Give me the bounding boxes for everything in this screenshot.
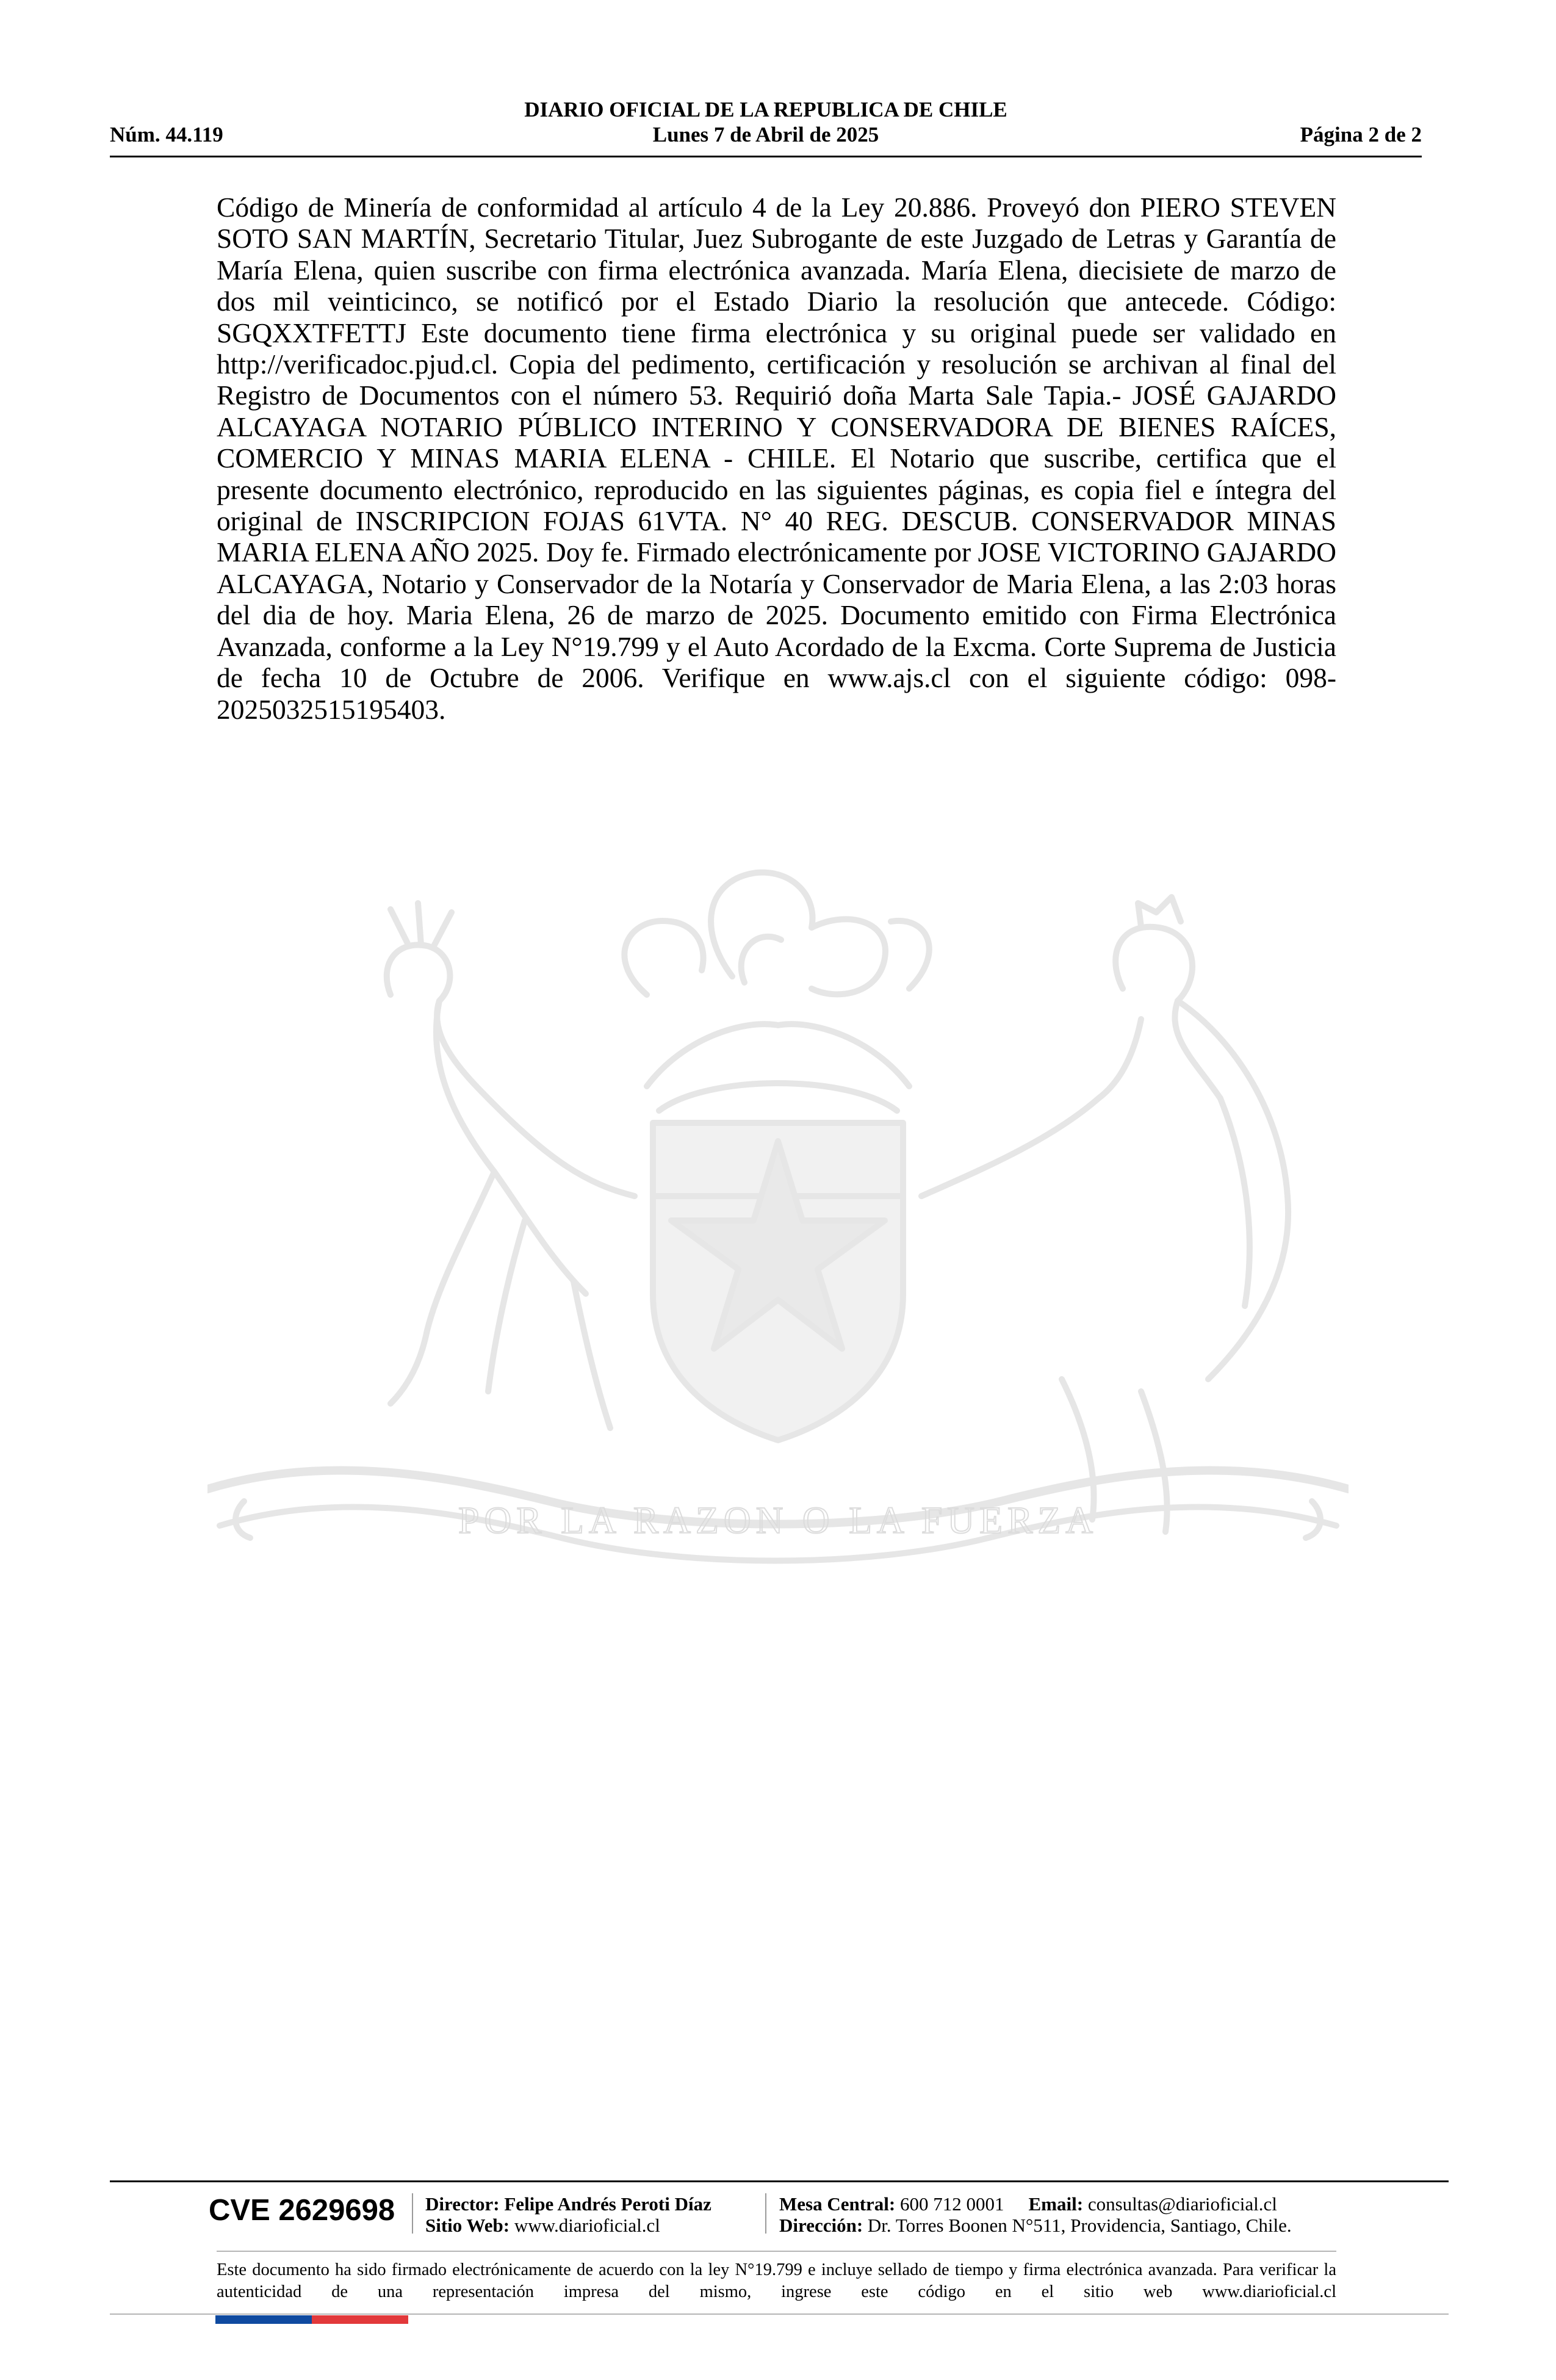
footer-divider-middle — [217, 2251, 1336, 2252]
coat-of-arms-watermark — [207, 854, 1349, 1648]
flag-stripe-blue — [215, 2315, 312, 2324]
director-label: Director: — [425, 2193, 500, 2215]
issue-number: Núm. 44.119 — [110, 123, 223, 146]
header-row — [110, 122, 1422, 148]
footer-separator — [412, 2193, 413, 2234]
address-text: Dr. Torres Boonen N°511, Providencia, Santiago, Chile. — [867, 2215, 1292, 2236]
director-name: Felipe Andrés Peroti Díaz — [504, 2193, 711, 2215]
newspaper-title: DIARIO OFICIAL DE LA REPUBLICA DE CHILE — [524, 98, 1007, 121]
footer-divider-bottom — [110, 2313, 1449, 2315]
footer-director-block — [425, 2193, 711, 2236]
phone-label: Mesa Central: — [779, 2193, 896, 2215]
cve-code: CVE 2629698 — [209, 2194, 395, 2227]
email-label: Email: — [1028, 2193, 1084, 2215]
signature-notice: Este documento ha sido firmado electrónicamente de acuerdo con la ley N°19.799 e incluye sellado de tiempo y firma electrónica avanzada. Para verificar la autenticidad de una representación impresa del mismo, ingrese este código en el sitio web www.diarioficial.cl — [217, 2260, 1336, 2301]
header-divider — [110, 156, 1422, 157]
address-label: Dirección: — [779, 2215, 863, 2236]
body-paragraph: Código de Minería de conformidad al artículo 4 de la Ley 20.886. Proveyó don PIERO STEVEN SOTO SAN MARTÍN, Secretario Titular, Juez Subrogante de este Juzgado de Letras y Garantía de María Elena, quien suscribe con firma electrónica avanzada. María Elena, diecisiete de marzo de dos mil veinticinco, se notificó por el Estado Diario la resolución que antecede. Código: SGQXXTFETTJ Este documento tiene firma electrónica y su original puede ser validado en http://verificadoc.pjud.cl. Copia del pedimento, certificación y resolución se archivan al final del Registro de Documentos con el número 53. Requirió doña Marta Sale Tapia.- JOSÉ GAJARDO ALCAYAGA NOTARIO PÚBLICO INTERINO Y CONSERVADORA DE BIENES RAÍCES, COMERCIO Y MINAS MARIA ELENA - CHILE. El Notario que suscribe, certifica que el presente documento electrónico, reproducido en las siguientes páginas, es copia fiel e íntegra del original de INSCRIPCION FOJAS 61VTA. N° 40 REG. DESCUB. CONSERVADOR MINAS MARIA ELENA AÑO 2025. Doy fe. Firmado electrónicamente por JOSE VICTORINO GAJARDO ALCAYAGA, Notario y Conservador de la Notaría y Conservador de Maria Elena, a las 2:03 horas del dia de hoy. Maria Elena, 26 de marzo de 2025. Documento emitido con Firma Electrónica Avanzada, conforme a la Ley N°19.799 y el Auto Acordado de la Excma. Corte Suprema de Justicia de fecha 10 de Octubre de 2006. Verifique en www.ajs.cl con el siguiente código: 098-2025032515195403. — [217, 192, 1336, 725]
flag-stripe-red — [312, 2315, 408, 2324]
watermark-motto: POR LA RAZON O LA FUERZA — [458, 1500, 1098, 1542]
footer-separator — [765, 2193, 766, 2234]
website-label: Sitio Web: — [425, 2215, 510, 2236]
phone-number: 600 712 0001 — [900, 2193, 1004, 2215]
website-link[interactable]: www.diarioficial.cl — [514, 2215, 660, 2236]
page-number: Página 2 de 2 — [1300, 123, 1422, 146]
issue-date: Lunes 7 de Abril de 2025 — [652, 123, 879, 146]
email-link[interactable]: consultas@diarioficial.cl — [1087, 2193, 1277, 2215]
footer-contact-block — [779, 2193, 1292, 2236]
footer-divider-top — [110, 2180, 1449, 2182]
